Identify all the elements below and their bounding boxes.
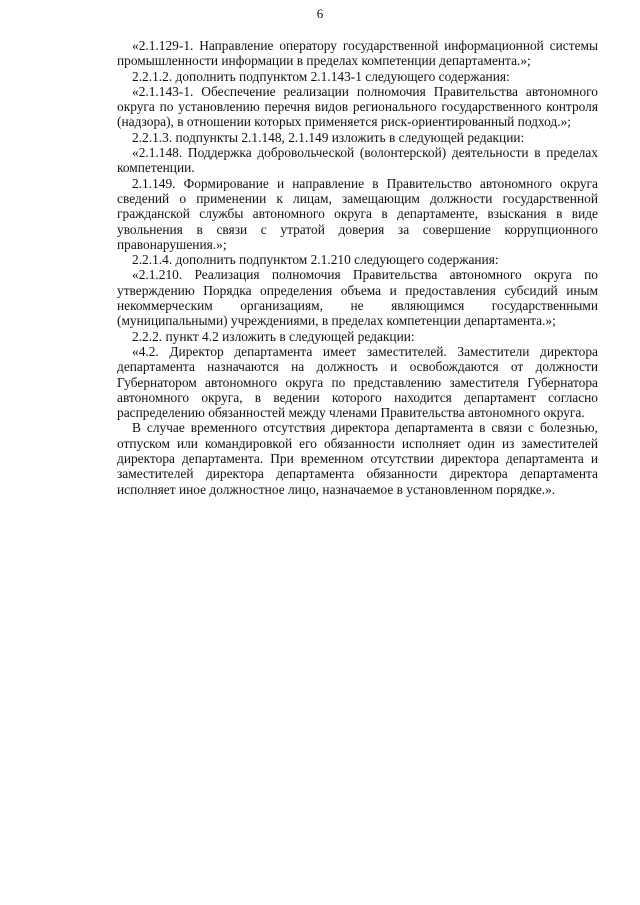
document-body (117, 38, 598, 497)
paragraph-2-1-148: «2.1.148. Поддержка добровольческой (волонтерской) деятельности в пределах компетенции. (117, 145, 598, 176)
paragraph-4-2: «4.2. Директор департамента имеет заместителей. Заместители директора департамента назначаются на должность и освобождаются от должности Губернатором автономного округа по представлению заместителя Губернатора автономного округа, в ведении которого находится департамент согласно распределению обязанностей между членами Правительства автономного округа. (117, 343, 598, 421)
paragraph-4-2-continued: В случае временного отсутствия директора департамента в связи с болезнью, отпуском или командировкой его обязанности исполняет один из заместителей директора департамента. При временном отсутствии директора департамента и заместителей директора департамента обязанности директора департамента исполняет иное должностное лицо, назначаемое в установленном порядке.». (117, 420, 598, 497)
paragraph-2-1-143-1: «2.1.143-1. Обеспечение реализации полномочия Правительства автономного округа по установлению перечня видов регионального государственного контроля (надзора), в отношении которых применяется риск-ориентированный подход.»; (117, 83, 598, 130)
paragraph-2-2-1-4: 2.2.1.4. дополнить подпунктом 2.1.210 следующего содержания: (132, 252, 499, 268)
paragraph-2-2-1-3: 2.2.1.3. подпункты 2.1.148, 2.1.149 изложить в следующей редакции: (132, 129, 525, 145)
paragraph-2-1-149: 2.1.149. Формирование и направление в Правительство автономного округа сведений о применении к лицам, замещающим должности государственной гражданской службы автономного округа в департаменте, взыскания в виде увольнения в связи с утратой доверия за совершение коррупционного правонарушения.»; (117, 175, 598, 252)
page-number: 6 (316, 6, 324, 21)
paragraph-2-2-2: 2.2.2. пункт 4.2 изложить в следующей редакции: (132, 328, 415, 344)
paragraph-2-1-210: «2.1.210. Реализация полномочия Правительства автономного округа по утверждению Порядка определения объема и предоставления субсидий иным некоммерческим организациям, не являющимся государственными (муниципальными) учреждениями, в пределах компетенции департамента.»; (117, 267, 598, 329)
paragraph-2-1-129-1: «2.1.129-1. Направление оператору государственной информационной системы промышленности информации в пределах компетенции департамента.»; (117, 38, 598, 69)
paragraph-2-2-1-2: 2.2.1.2. дополнить подпунктом 2.1.143-1 следующего содержания: (132, 68, 510, 84)
